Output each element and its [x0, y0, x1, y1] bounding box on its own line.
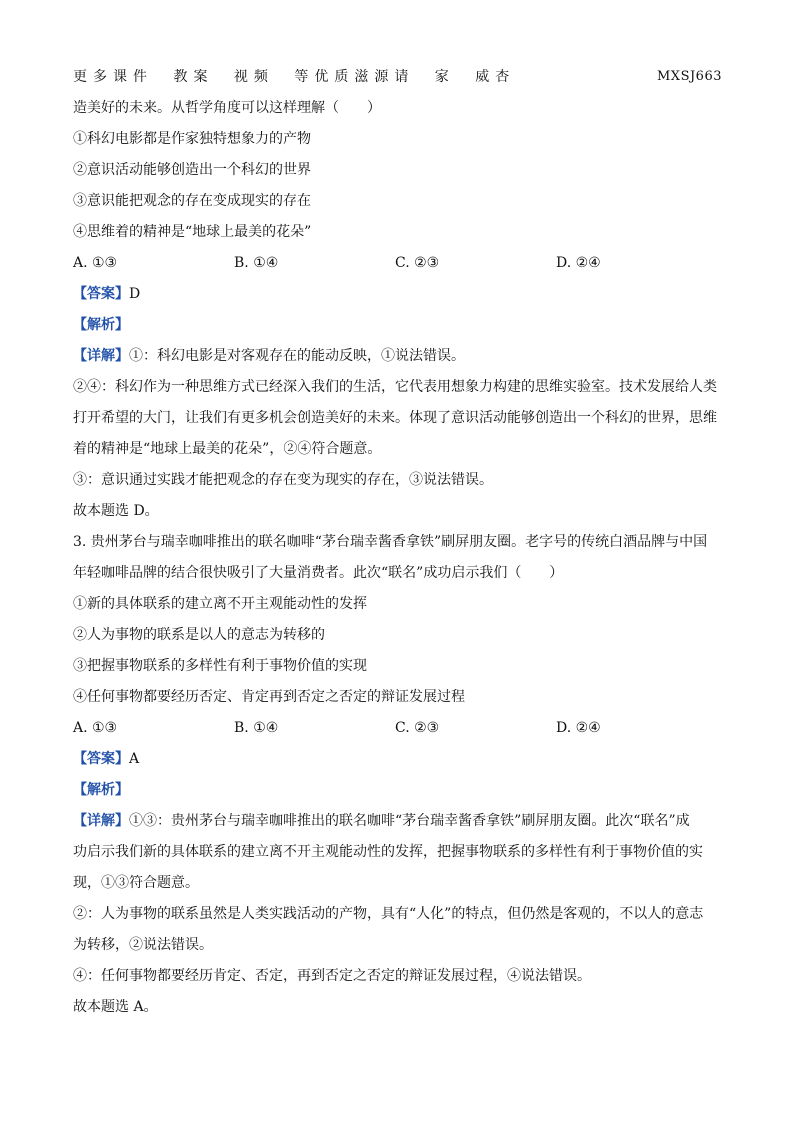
- q2-option-b: B. ①④: [234, 255, 279, 271]
- q3-detail-line-2: 功启示我们新的具体联系的建立离不开主观能动性的发挥，把握事物联系的多样性有利于事物价值的实: [73, 844, 703, 860]
- q3-item-1: ①新的具体联系的建立离不开主观能动性的发挥: [73, 596, 367, 612]
- q3-item-3: ③把握事物联系的多样性有利于事物价值的实现: [73, 658, 367, 674]
- q2-detail-line-5: ③：意识通过实践才能把观念的存在变为现实的存在，③说法错误。: [73, 472, 493, 488]
- q2-detail-line-2: ②④：科幻作为一种思维方式已经深入我们的生活，它代表用想象力构建的思维实验室。技术发展给人类: [73, 379, 717, 395]
- q2-detail-label: 【详解】: [73, 348, 129, 364]
- q2-item-1: ①科幻电影都是作家独特想象力的产物: [73, 131, 311, 147]
- q3-option-d: D. ②④: [556, 720, 601, 736]
- q2-detail-text-1: ①：科幻电影是对客观存在的能动反映，①说法错误。: [129, 348, 465, 364]
- q2-answer-label: 【答案】: [73, 286, 129, 302]
- page-header: [73, 66, 722, 86]
- q3-option-b: B. ①④: [234, 720, 279, 736]
- q2-option-d: D. ②④: [556, 255, 601, 271]
- q3-item-4: ④任何事物都要经历否定、肯定再到否定之否定的辩证发展过程: [73, 689, 465, 705]
- q2-stem-tail: 造美好的未来。从哲学角度可以这样理解（ ）: [73, 100, 381, 116]
- q2-answer-value: D: [129, 286, 141, 302]
- q2-detail-line-3: 打开希望的大门，让我们有更多机会创造美好的未来。体现了意识活动能够创造出一个科幻的世界，思维: [73, 410, 717, 426]
- q3-detail-line-1: [73, 809, 723, 840]
- q2-analysis-row: [73, 313, 723, 344]
- q2-detail-line-1: [73, 344, 723, 375]
- document-body: [73, 96, 723, 1026]
- q2-item-3: ③意识能把观念的存在变成现实的存在: [73, 193, 311, 209]
- q3-stem-line-1: 3. 贵州茅台与瑞幸咖啡推出的联名咖啡“茅台瑞幸酱香拿铁”刷屏朋友圈。老字号的传统白酒品牌与中国: [73, 534, 708, 550]
- q3-detail-line-4: ②：人为事物的联系虽然是人类实践活动的产物，具有“人化”的特点，但仍然是客观的，不以人的意志: [73, 906, 704, 922]
- q2-item-4: ④思维着的精神是“地球上最美的花朵”: [73, 224, 312, 240]
- q2-conclusion: 故本题选 D。: [73, 503, 159, 519]
- q2-item-2: ②意识活动能够创造出一个科幻的世界: [73, 162, 311, 178]
- q3-conclusion: 故本题选 A。: [73, 999, 158, 1015]
- q2-options: [73, 251, 723, 282]
- q3-option-a: A. ①③: [73, 720, 118, 736]
- header-code: MXSJ663: [657, 68, 722, 84]
- header-promo-text: 更多课件 教案 视频 等优质滋源请 家 威杏: [73, 69, 516, 85]
- q3-stem-line-2: 年轻咖啡品牌的结合很快吸引了大量消费者。此次“联名”成功启示我们（ ）: [73, 565, 564, 581]
- q2-answer-row: [73, 282, 723, 313]
- q3-answer-label: 【答案】: [73, 751, 129, 767]
- q3-analysis-row: [73, 778, 723, 809]
- q2-option-c: C. ②③: [395, 255, 440, 271]
- q3-item-2: ②人为事物的联系是以人的意志为转移的: [73, 627, 325, 643]
- q3-detail-label: 【详解】: [73, 813, 129, 829]
- q3-detail-line-6: ④：任何事物都要经历肯定、否定，再到否定之否定的辩证发展过程，④说法错误。: [73, 968, 591, 984]
- q3-answer-row: [73, 747, 723, 778]
- q2-analysis-label: 【解析】: [73, 317, 129, 333]
- q3-detail-line-3: 现，①③符合题意。: [73, 875, 199, 891]
- q3-detail-line-5: 为转移，②说法错误。: [73, 937, 213, 953]
- q3-option-c: C. ②③: [395, 720, 440, 736]
- q3-options: [73, 716, 723, 747]
- q2-option-a: A. ①③: [73, 255, 118, 271]
- q2-detail-line-4: 着的精神是“地球上最美的花朵”，②④符合题意。: [73, 441, 382, 457]
- q3-analysis-label: 【解析】: [73, 782, 129, 798]
- q3-answer-value: A: [129, 751, 140, 767]
- q3-detail-text-1: ①③：贵州茅台与瑞幸咖啡推出的联名咖啡“茅台瑞幸酱香拿铁”刷屏朋友圈。此次“联名”成: [129, 813, 690, 829]
